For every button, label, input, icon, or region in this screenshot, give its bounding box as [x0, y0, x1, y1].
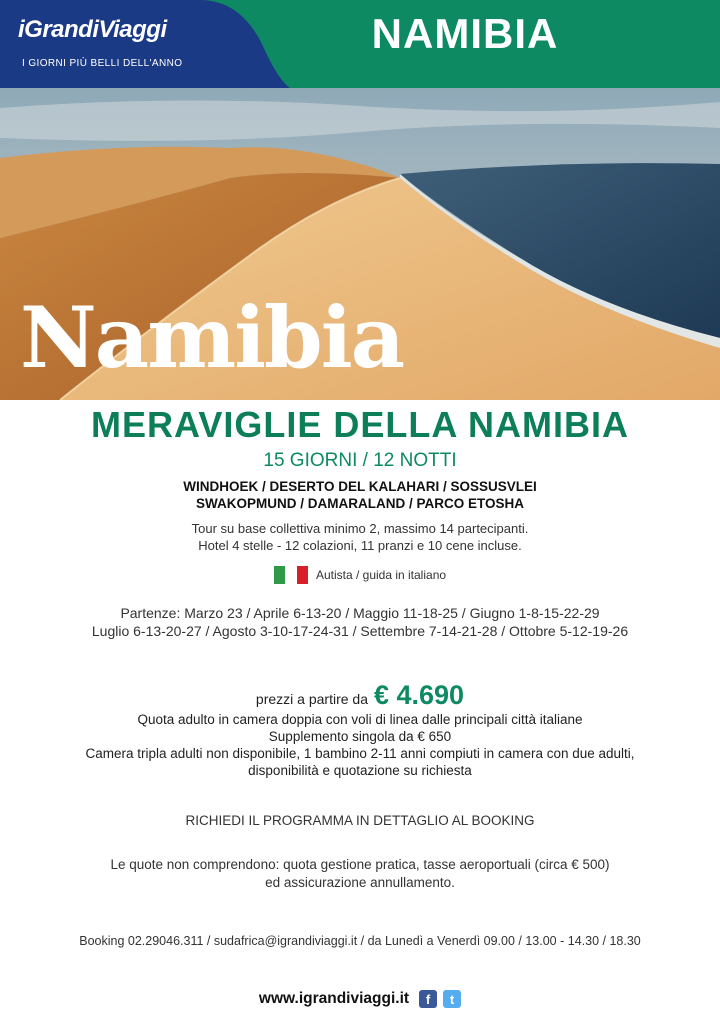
- website-link[interactable]: www.igrandiviaggi.it: [258, 990, 410, 1007]
- price-line: [0, 680, 720, 711]
- exclusions-line: ed assicurazione annullamento.: [265, 875, 455, 890]
- tour-description: [0, 520, 720, 554]
- guide-info: [0, 566, 720, 584]
- logo-wordmark: iGrandiViaggi: [18, 16, 167, 43]
- footer: [0, 990, 720, 1008]
- header-title: NAMIBIA: [371, 10, 559, 57]
- request-program: RICHIEDI IL PROGRAMMA IN DETTAGLIO AL BOOKING: [185, 813, 535, 828]
- hero-overlay-title: Namibia: [20, 288, 404, 387]
- departures: [0, 604, 720, 640]
- tour-details: [0, 400, 720, 948]
- tour-route: [0, 478, 720, 512]
- logo-tagline: I GIORNI PIÙ BELLI DELL'ANNO: [22, 58, 183, 69]
- price-details: [0, 711, 720, 779]
- guide-label: Autista / guida in italiano: [315, 568, 447, 582]
- exclusions: [0, 856, 720, 892]
- header-bar: [0, 0, 720, 88]
- price-detail-line: Camera tripla adulti non disponibile, 1 bambino 2-11 anni compiuti in camera con due adulti,: [85, 746, 635, 761]
- route-line: WINDHOEK / DESERTO DEL KALAHARI / SOSSUSVLEI: [183, 479, 537, 494]
- route-line: SWAKOPMUND / DAMARALAND / PARCO ETOSHA: [195, 496, 524, 511]
- logo-background: [0, 0, 290, 88]
- price-value: € 4.690: [373, 680, 465, 710]
- hero-dune-photo: [0, 88, 720, 400]
- tour-duration: 15 GIORNI / 12 NOTTI: [263, 450, 457, 471]
- italian-flag-icon: [274, 566, 308, 584]
- description-line: Hotel 4 stelle - 12 colazioni, 11 pranzi e 10 cene incluse.: [198, 538, 522, 553]
- tour-title: MERAVIGLIE DELLA NAMIBIA: [91, 404, 629, 445]
- brand-logo[interactable]: [0, 0, 290, 88]
- description-line: Tour su base collettiva minimo 2, massimo 14 partecipanti.: [191, 521, 529, 536]
- departures-line: Partenze: Marzo 23 / Aprile 6-13-20 / Maggio 11-18-25 / Giugno 1-8-15-22-29: [120, 605, 600, 621]
- exclusions-line: Le quote non comprendono: quota gestione pratica, tasse aeroportuali (circa € 500): [110, 857, 610, 872]
- price-detail-line: disponibilità e quotazione su richiesta: [248, 763, 472, 778]
- price-detail-line: Supplemento singola da € 650: [268, 729, 452, 744]
- twitter-icon[interactable]: t: [443, 990, 461, 1008]
- departures-line: Luglio 6-13-20-27 / Agosto 3-10-17-24-31 / Settembre 7-14-21-28 / Ottobre 5-12-19-26: [91, 623, 629, 639]
- booking-contact[interactable]: Booking 02.29046.311 / sudafrica@igrandiviaggi.it / da Lunedì a Venerdì 09.00 / 13.00 - 14.30 / 18.30: [79, 934, 641, 948]
- facebook-icon[interactable]: f: [419, 990, 437, 1008]
- price-detail-line: Quota adulto in camera doppia con voli di linea dalle principali città italiane: [137, 712, 583, 727]
- price-prefix: prezzi a partire da: [255, 691, 368, 707]
